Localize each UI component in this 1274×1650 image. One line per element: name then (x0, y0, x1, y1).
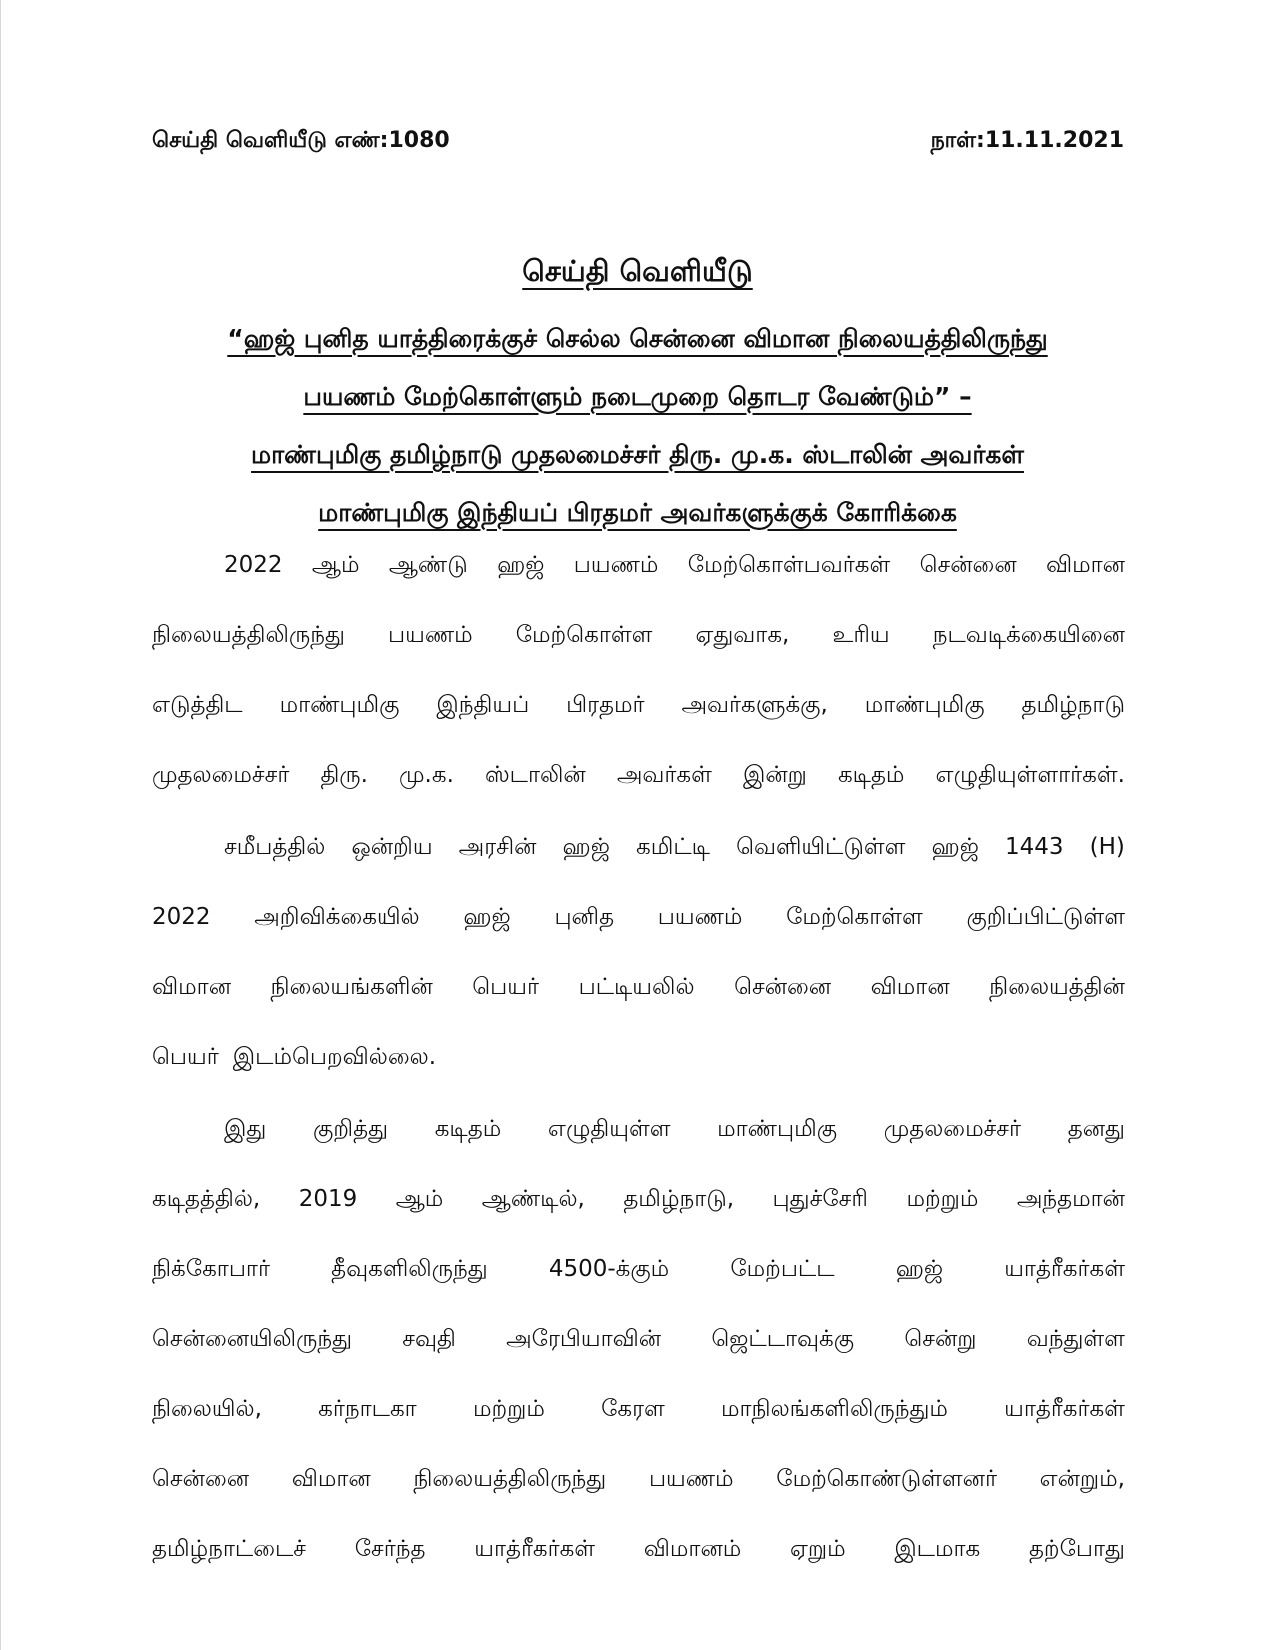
word: முதலமைச்சர் (883, 1116, 1022, 1142)
word: வந்துள்ள (1026, 1326, 1125, 1352)
word: அரசின் (458, 834, 537, 860)
word: விமான (1045, 552, 1125, 578)
word: சேர்ந்த (354, 1536, 426, 1562)
word: விமான (152, 974, 231, 1000)
word: எடுத்திட (152, 692, 243, 718)
word: ஆண்டு (388, 552, 468, 578)
word: மேற்கொள்ள (515, 622, 653, 648)
paragraph-line (152, 762, 1125, 832)
word: ஹஜ் (931, 834, 979, 860)
word: ஆம் (311, 552, 360, 578)
word: ஆம் (395, 1186, 444, 1212)
word: 2019 (298, 1186, 358, 1212)
word: 1443 (1004, 834, 1064, 860)
document-title: செய்தி வெளியீடு (522, 254, 753, 288)
word: குறித்து (313, 1116, 389, 1142)
subject-block (141, 324, 1134, 556)
word: யாத்ரீகர்கள் (1004, 1256, 1125, 1282)
word: நடவடிக்கையினை (932, 622, 1125, 648)
word: இது (224, 1116, 267, 1142)
word: ஹஜ் (562, 834, 610, 860)
word: பயணம் (573, 552, 659, 578)
word: அரேபியாவின் (506, 1326, 662, 1352)
paragraph-3 (152, 1116, 1125, 1606)
word: நிலையத்திலிருந்து (413, 1466, 607, 1492)
word: புனித (554, 904, 615, 930)
word: மாண்புமிகு (717, 1116, 838, 1142)
word: யாத்ரீகர்கள் (474, 1536, 596, 1562)
word: கடிதத்தில், (152, 1186, 261, 1212)
subject-line: “ஹஜ் புனித யாத்திரைக்குச் செல்ல சென்னை விமான நிலையத்திலிருந்து (227, 324, 1048, 353)
word: சென்னையிலிருந்து (152, 1326, 353, 1352)
word: பயணம் (648, 1466, 734, 1492)
release-date: நாள்:11.11.2021 (930, 128, 1124, 153)
subject-line: மாண்புமிகு இந்தியப் பிரதமர் அவர்களுக்குக் கோரிக்கை (318, 498, 957, 527)
word: ஹஜ் (463, 904, 511, 930)
word: மேற்கொண்டுள்ளனர் (776, 1466, 997, 1492)
word: எழுதியுள்ள (547, 1116, 671, 1142)
word: இன்று (742, 762, 807, 788)
word: ஒன்றிய (351, 834, 433, 860)
word: என்றும், (1039, 1466, 1125, 1492)
paragraph-line (152, 834, 1125, 904)
word: நிலையத்தின் (989, 974, 1125, 1000)
paragraph-line (152, 1116, 1125, 1186)
word: சவுதி (402, 1326, 456, 1352)
word: நிலையத்திலிருந்து (152, 622, 345, 648)
word: வெளியிட்டுள்ள (736, 834, 906, 860)
paragraph-line (152, 1326, 1125, 1396)
paragraph-1 (152, 552, 1125, 832)
word: தமிழ்நாடு, (623, 1186, 735, 1212)
word: சென்னை (152, 1466, 250, 1492)
word: ஆண்டில், (481, 1186, 585, 1212)
word: நிலையில், (152, 1396, 262, 1422)
word: பட்டியலில் (578, 974, 695, 1000)
word: 2022 (224, 552, 283, 578)
paragraph-line (152, 974, 1125, 1044)
word: விமான (870, 974, 950, 1000)
word: ஏதுவாக, (695, 622, 790, 648)
word: பிரதமர் (566, 692, 645, 718)
paragraph-line (152, 552, 1125, 622)
word: மேற்கொள்பவர்கள் (687, 552, 891, 578)
paragraph-line (152, 622, 1125, 692)
word: மு.க. (399, 762, 454, 788)
word: நிலையங்களின் (270, 974, 433, 1000)
word: நிக்கோபார் (152, 1256, 270, 1282)
paragraph-line (152, 692, 1125, 762)
paragraph-line (152, 904, 1125, 974)
word: மேற்பட்ட (730, 1256, 835, 1282)
paragraph-line (152, 1256, 1125, 1326)
word: தனது (1067, 1116, 1125, 1142)
word: சென்று (904, 1326, 977, 1352)
word: 2022 (152, 904, 211, 930)
word: ஹஜ் (497, 552, 545, 578)
word: அவர்கள் (616, 762, 712, 788)
word: கேரள (601, 1396, 665, 1422)
word: தீவுகளிலிருந்து (331, 1256, 488, 1282)
word: (H) (1089, 834, 1125, 860)
subject-line: பயணம் மேற்கொள்ளும் நடைமுறை தொடர வேண்டும்” – (303, 382, 972, 411)
paragraph-line (152, 1466, 1125, 1536)
word: தமிழ்நாடு (1021, 692, 1125, 718)
word: கமிட்டி (636, 834, 710, 860)
word: ஹஜ் (895, 1256, 944, 1282)
word: கடிதம் (837, 762, 905, 788)
word: தமிழ்நாட்டைச் (152, 1536, 307, 1562)
word: புதுச்சேரி (772, 1186, 868, 1212)
word: கடிதம் (434, 1116, 502, 1142)
word: 4500-க்கும் (548, 1256, 670, 1282)
word: எழுதியுள்ளார்கள். (935, 762, 1125, 788)
word: மாண்புமிகு (864, 692, 985, 718)
word: இடமாக (894, 1536, 981, 1562)
word: மேற்கொள்ள (786, 904, 923, 930)
word: உரிய (832, 622, 890, 648)
word: சமீபத்தில் (224, 834, 326, 860)
word: பயணம் (657, 904, 743, 930)
word: விமான (291, 1466, 371, 1492)
word: பெயர் (152, 1044, 219, 1070)
word: யாத்ரீகர்கள் (1004, 1396, 1125, 1422)
word: மாண்புமிகு (279, 692, 400, 718)
word: தற்போது (1028, 1536, 1125, 1562)
word: அவர்களுக்கு, (681, 692, 828, 718)
word: முதலமைச்சர் (152, 762, 290, 788)
word: இடம்பெறவில்லை. (232, 1044, 437, 1070)
word: இந்தியப் (436, 692, 530, 718)
paragraph-line (152, 1044, 1125, 1114)
word: ஸ்டாலின் (484, 762, 586, 788)
word: ஏறும் (789, 1536, 846, 1562)
word: பெயர் (472, 974, 540, 1000)
release-header (152, 128, 1124, 156)
word: பயணம் (388, 622, 473, 648)
word: குறிப்பிட்டுள்ள (966, 904, 1125, 930)
word: மற்றும் (472, 1396, 545, 1422)
word: விமானம் (643, 1536, 742, 1562)
paragraph-line (152, 1536, 1125, 1606)
word: சென்னை (734, 974, 832, 1000)
paragraph-line (152, 1396, 1125, 1466)
subject-line: மாண்புமிகு தமிழ்நாடு முதலமைச்சர் திரு. மு.க. ஸ்டாலின் அவர்கள் (251, 440, 1024, 469)
word: சென்னை (919, 552, 1017, 578)
word: அறிவிக்கையில் (254, 904, 420, 930)
word: மற்றும் (906, 1186, 979, 1212)
word: அந்தமான் (1016, 1186, 1125, 1212)
word: ஜெட்டாவுக்கு (711, 1326, 855, 1352)
word: மாநிலங்களிலிருந்தும் (721, 1396, 948, 1422)
paragraph-2 (152, 834, 1125, 1114)
release-number: செய்தி வெளியீடு எண்:1080 (152, 128, 450, 153)
paragraph-line (152, 1186, 1125, 1256)
word: கர்நாடகா (318, 1396, 417, 1422)
word: திரு. (320, 762, 368, 788)
